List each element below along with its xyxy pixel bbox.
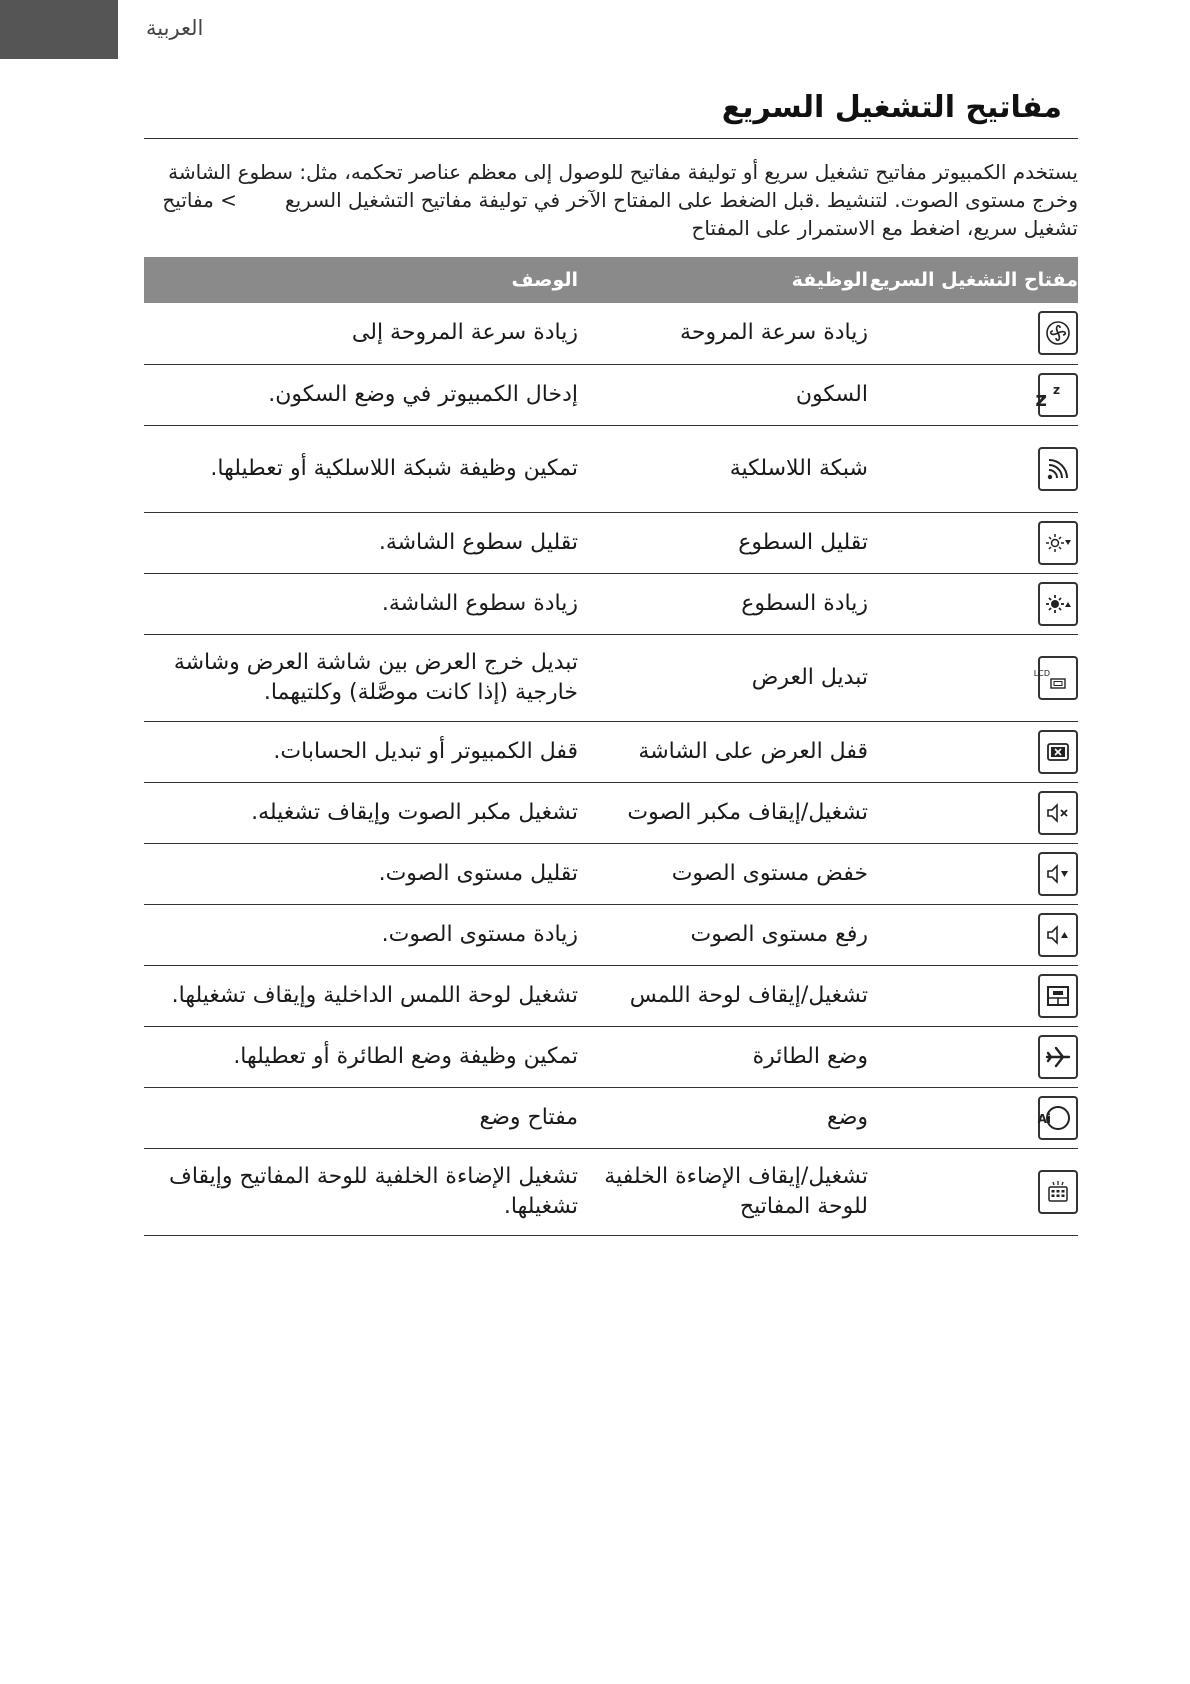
table-row bbox=[144, 303, 1078, 364]
brightness-up-icon bbox=[1038, 582, 1078, 626]
table-row bbox=[144, 512, 1078, 573]
svg-text:z: z bbox=[1035, 386, 1047, 411]
function-cell: خفض مستوى الصوت bbox=[578, 843, 868, 904]
hotkey-cell bbox=[868, 721, 1078, 782]
description-cell: زيادة مستوى الصوت. bbox=[144, 904, 578, 965]
hotkey-cell bbox=[868, 512, 1078, 573]
speaker-mute-icon bbox=[1038, 791, 1078, 835]
hotkey-cell bbox=[868, 1148, 1078, 1235]
intro-line-1: يستخدم الكمبيوتر مفاتيح تشغيل سريع أو توليفة مفاتيح للوصول إلى معظم عناصر تحكمه، مثل: سطوع الشاشة bbox=[168, 160, 1078, 184]
svg-text:LCD: LCD bbox=[1033, 668, 1050, 678]
page-title: مفاتيح التشغيل السريع bbox=[721, 90, 1062, 125]
table-row bbox=[144, 904, 1078, 965]
hotkey-cell bbox=[868, 843, 1078, 904]
description-cell: تقليل مستوى الصوت. bbox=[144, 843, 578, 904]
function-cell: تقليل السطوع bbox=[578, 512, 868, 573]
table-row bbox=[144, 364, 1078, 425]
function-cell: تشغيل/إيقاف مكبر الصوت bbox=[578, 782, 868, 843]
header-description: الوصف bbox=[511, 269, 578, 291]
intro-paragraph bbox=[162, 158, 1078, 242]
title-divider bbox=[144, 138, 1078, 139]
description-cell: تشغيل لوحة اللمس الداخلية وإيقاف تشغيلها. bbox=[144, 965, 578, 1026]
description-cell: مفتاح وضع bbox=[144, 1087, 578, 1148]
function-cell: وضع الطائرة bbox=[578, 1026, 868, 1087]
svg-text:z: z bbox=[1053, 382, 1060, 397]
table-row bbox=[144, 965, 1078, 1026]
hotkey-cell bbox=[868, 425, 1078, 512]
description-cell: تشغيل الإضاءة الخلفية للوحة المفاتيح وإيقاف تشغيلها. bbox=[144, 1148, 578, 1235]
description-cell: تقليل سطوع الشاشة. bbox=[144, 512, 578, 573]
hotkey-cell bbox=[868, 1087, 1078, 1148]
function-cell: السكون bbox=[578, 364, 868, 425]
table-row bbox=[144, 1148, 1078, 1235]
language-tab-block bbox=[0, 0, 118, 59]
hotkey-cell bbox=[868, 364, 1078, 425]
table-row bbox=[144, 634, 1078, 721]
header-function: الوظيفة bbox=[791, 269, 868, 291]
hotkey-cell bbox=[868, 1026, 1078, 1087]
wifi-icon bbox=[1038, 447, 1078, 491]
ai-icon bbox=[1038, 1096, 1078, 1140]
description-cell: زيادة سرعة المروحة إلى bbox=[144, 303, 578, 364]
intro-line-2 bbox=[162, 186, 1078, 214]
function-cell: تشغيل/إيقاف الإضاءة الخلفية للوحة المفاتيح bbox=[578, 1148, 868, 1235]
description-cell: تمكين وظيفة وضع الطائرة أو تعطيلها. bbox=[144, 1026, 578, 1087]
description-cell: زيادة سطوع الشاشة. bbox=[144, 573, 578, 634]
function-cell: تشغيل/إيقاف لوحة اللمس bbox=[578, 965, 868, 1026]
airplane-icon bbox=[1038, 1035, 1078, 1079]
hotkey-cell bbox=[868, 782, 1078, 843]
function-cell: رفع مستوى الصوت bbox=[578, 904, 868, 965]
table-row bbox=[144, 1087, 1078, 1148]
description-cell: تبديل خرج العرض بين شاشة العرض وشاشة خارجية (إذا كانت موصَّلة) وكلتيهما. bbox=[144, 634, 578, 721]
screen-lock-icon bbox=[1038, 730, 1078, 774]
sleep-zz-icon bbox=[1035, 373, 1078, 417]
hotkey-cell bbox=[868, 965, 1078, 1026]
description-cell: تشغيل مكبر الصوت وإيقاف تشغيله. bbox=[144, 782, 578, 843]
fan-icon bbox=[1038, 311, 1078, 355]
function-cell: شبكة اللاسلكية bbox=[578, 425, 868, 512]
function-cell: زيادة السطوع bbox=[578, 573, 868, 634]
table-row bbox=[144, 573, 1078, 634]
header-key: مفتاح التشغيل السريع bbox=[869, 269, 1078, 291]
table-header-row bbox=[144, 257, 1078, 303]
svg-text:Ai: Ai bbox=[1037, 1111, 1051, 1126]
language-label: العربية bbox=[146, 16, 204, 40]
lcd-toggle-icon bbox=[1033, 656, 1078, 700]
hotkey-cell bbox=[868, 634, 1078, 721]
description-cell: إدخال الكمبيوتر في وضع السكون. bbox=[144, 364, 578, 425]
table-row bbox=[144, 782, 1078, 843]
function-cell: تبديل العرض bbox=[578, 634, 868, 721]
hotkey-cell bbox=[868, 904, 1078, 965]
hotkey-table bbox=[144, 257, 1078, 1236]
volume-down-icon bbox=[1038, 852, 1078, 896]
intro-line-3: تشغيل سريع، اضغط مع الاستمرار على المفتاح bbox=[691, 216, 1078, 240]
table-row bbox=[144, 721, 1078, 782]
function-cell: قفل العرض على الشاشة bbox=[578, 721, 868, 782]
keyboard-backlight-icon bbox=[1038, 1170, 1078, 1214]
description-cell: تمكين وظيفة شبكة اللاسلكية أو تعطيلها. bbox=[144, 425, 578, 512]
description-cell: قفل الكمبيوتر أو تبديل الحسابات. bbox=[144, 721, 578, 782]
intro-line-2-b: > مفاتيح bbox=[162, 188, 237, 212]
function-cell: وضع bbox=[578, 1087, 868, 1148]
table-row bbox=[144, 843, 1078, 904]
touchpad-icon bbox=[1038, 974, 1078, 1018]
hotkey-cell bbox=[868, 303, 1078, 364]
hotkey-cell bbox=[868, 573, 1078, 634]
intro-line-2-a: وخرج مستوى الصوت. لتنشيط .قبل الضغط على المفتاح الآخر في توليفة مفاتيح التشغيل السريع bbox=[284, 188, 1078, 212]
function-cell: زيادة سرعة المروحة bbox=[578, 303, 868, 364]
table-row bbox=[144, 1026, 1078, 1087]
volume-up-icon bbox=[1038, 913, 1078, 957]
table-row bbox=[144, 425, 1078, 512]
brightness-down-icon bbox=[1038, 521, 1078, 565]
